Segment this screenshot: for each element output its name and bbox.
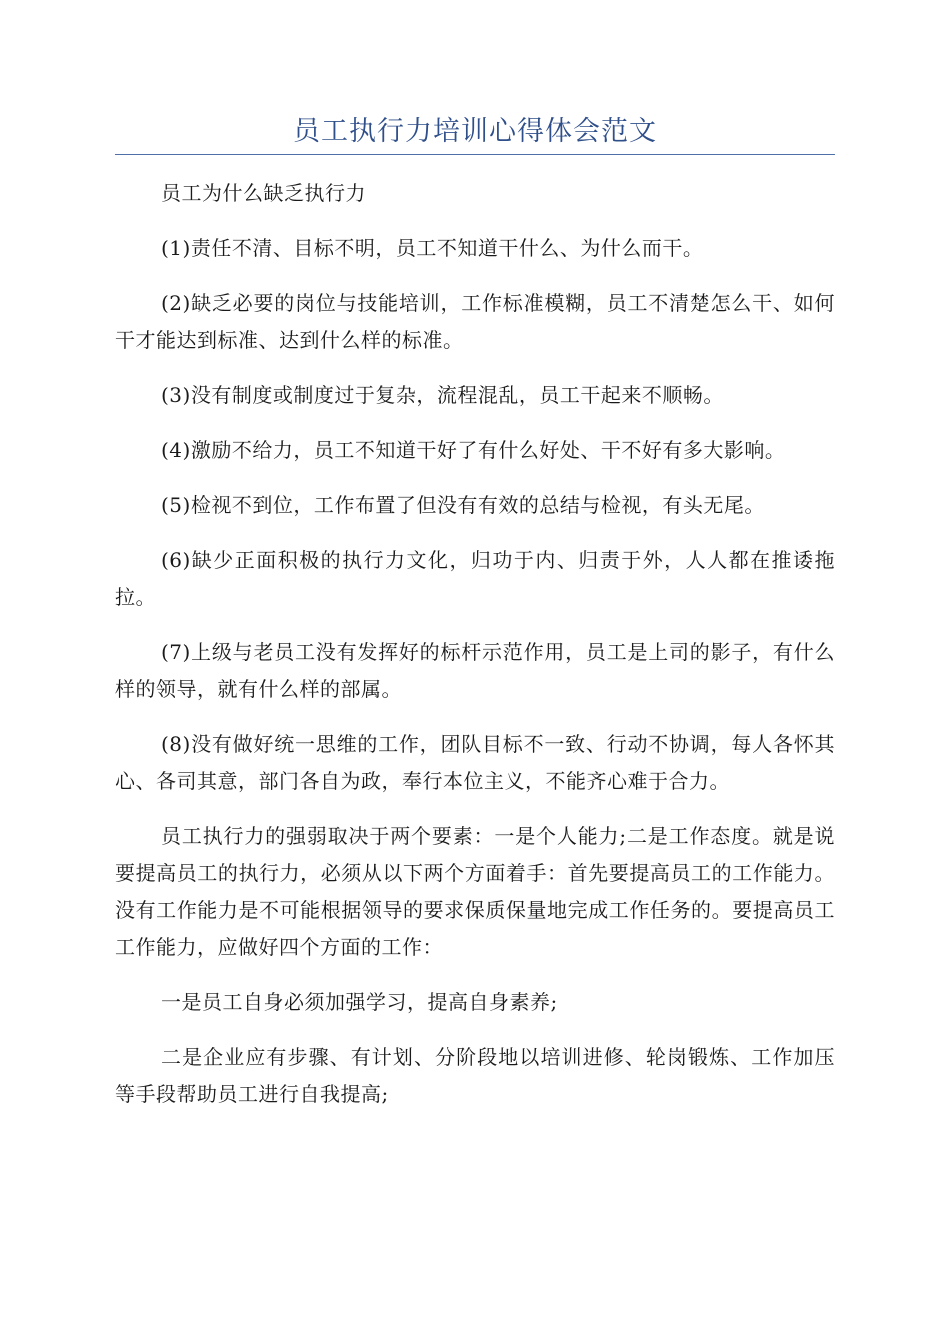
paragraph: (6)缺少正面积极的执行力文化，归功于内、归责于外，人人都在推诿拖拉。 <box>115 548 835 609</box>
paragraph: (2)缺乏必要的岗位与技能培训，工作标准模糊，员工不清楚怎么干、如何干才能达到标准、达到什么样的标准。 <box>115 291 835 352</box>
paragraph: 员工执行力的强弱取决于两个要素：一是个人能力;二是工作态度。就是说要提高员工的执行力，必须从以下两个方面着手：首先要提高员工的工作能力。没有工作能力是不可能根据领导的要求保质保量地完成工作任务的。要提高员工工作能力，应做好四个方面的工作： <box>115 824 835 959</box>
paragraph: 一是员工自身必须加强学习，提高自身素养; <box>161 990 558 1014</box>
paragraph: (3)没有制度或制度过于复杂，流程混乱，员工干起来不顺畅。 <box>161 383 724 407</box>
title-underline <box>115 154 835 155</box>
document-title: 员工执行力培训心得体会范文 <box>293 116 657 147</box>
paragraph: (8)没有做好统一思维的工作，团队目标不一致、行动不协调，每人各怀其心、各司其意，部门各自为政，奉行本位主义，不能齐心难于合力。 <box>115 732 835 793</box>
paragraph: 员工为什么缺乏执行力 <box>161 181 366 205</box>
paragraph: (7)上级与老员工没有发挥好的标杆示范作用，员工是上司的影子，有什么样的领导，就有什么样的部属。 <box>115 640 835 701</box>
paragraph: (4)激励不给力，员工不知道干好了有什么好处、干不好有多大影响。 <box>161 438 786 462</box>
document-body <box>115 175 835 1131</box>
paragraph: (1)责任不清、目标不明，员工不知道干什么、为什么而干。 <box>161 236 704 260</box>
paragraph: (5)检视不到位，工作布置了但没有有效的总结与检视，有头无尾。 <box>161 493 765 517</box>
paragraph: 二是企业应有步骤、有计划、分阶段地以培训进修、轮岗锻炼、工作加压等手段帮助员工进行自我提高; <box>115 1045 835 1106</box>
